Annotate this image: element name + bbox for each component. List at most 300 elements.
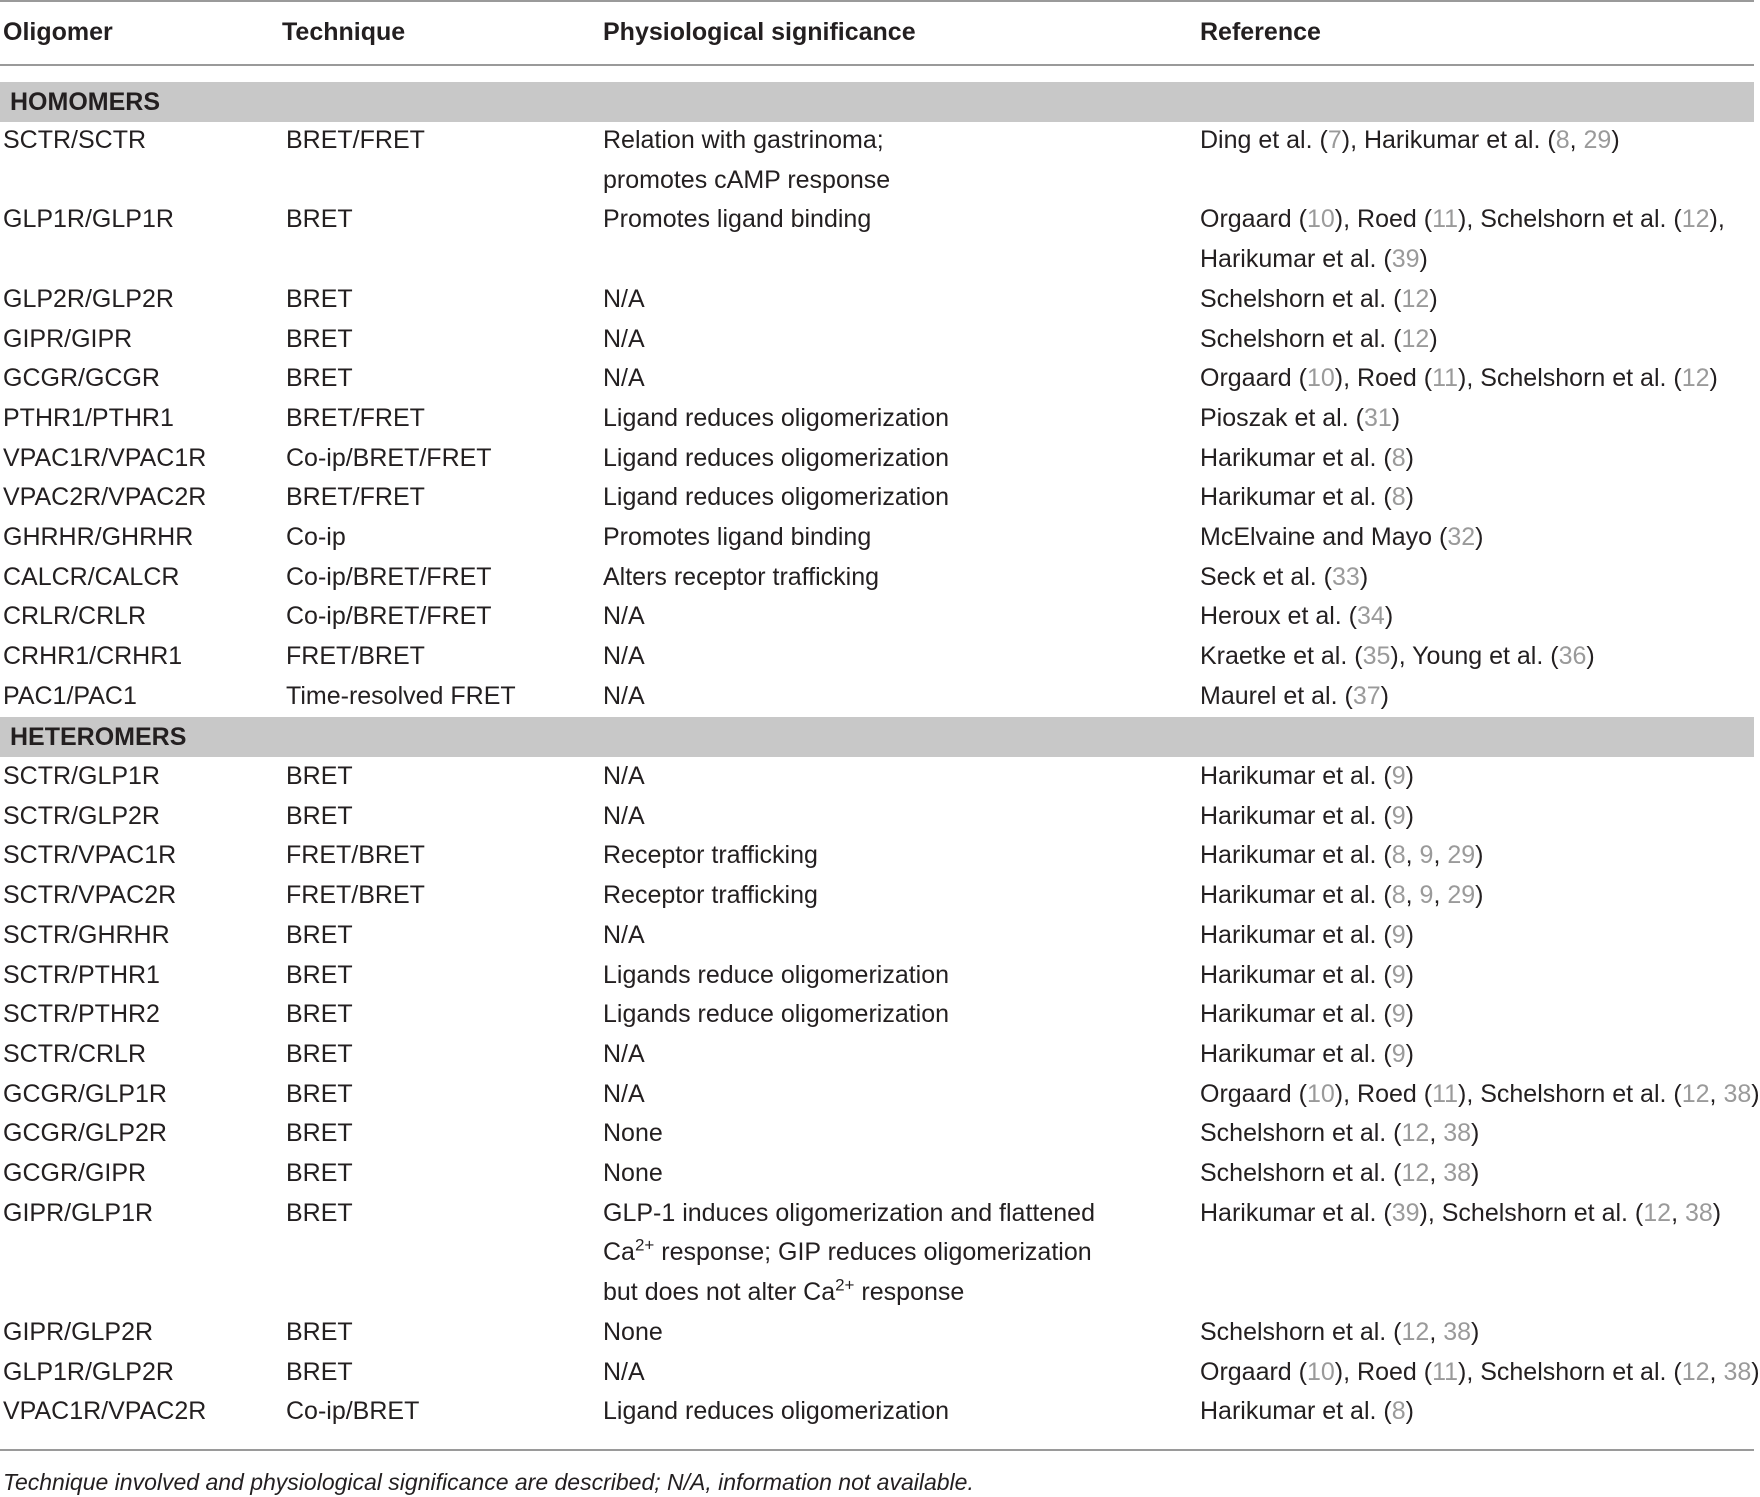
citation-number: 39 [1391,245,1420,274]
reference-line [1200,836,1483,876]
reference-cell [1200,836,1483,876]
significance-line: Ligands reduce oligomerization [603,1000,950,1029]
reference-cell [1200,757,1414,797]
significance-cell [603,478,949,518]
technique-cell: BRET [286,1357,353,1386]
oligomer-cell: GLP1R/GLP1R [3,205,174,234]
reference-text: ) [1405,762,1414,790]
reference-cell [1200,439,1414,479]
reference-text: , [1433,841,1448,870]
significance-cell [603,797,645,837]
header-reference: Reference [1200,18,1321,46]
technique-cell: Co-ip/BRET/FRET [286,602,492,631]
significance-cell [603,1114,663,1154]
citation-number: 8 [1391,881,1406,910]
oligomer-cell: SCTR/VPAC2R [3,881,177,910]
reference-line [1200,280,1438,320]
citation-number: 38 [1443,1159,1472,1187]
significance-line: N/A [603,681,645,710]
reference-cell [1200,200,1725,279]
citation-number: 12 [1401,324,1430,353]
significance-cell [603,439,949,479]
significance-cell [603,597,645,637]
reference-text: ) [1405,1397,1414,1426]
oligomer-cell: CALCR/CALCR [3,562,180,591]
reference-text: ) [1380,681,1389,710]
significance-line: Ligand reduces oligomerization [603,443,950,472]
citation-number: 11 [1432,1357,1459,1386]
citation-number: 8 [1555,126,1570,154]
significance-cell [603,280,645,320]
technique-cell: BRET [286,1079,353,1108]
citation-number: 38 [1684,1198,1713,1227]
oligomer-cell: SCTR/GLP1R [3,762,160,790]
significance-line: None [603,1317,663,1346]
significance-cell [603,1392,949,1432]
reference-line [1200,1353,1760,1393]
reference-text: ) [1419,245,1428,274]
technique-cell: Co-ip [286,523,346,551]
reference-line [1200,1075,1760,1115]
reference-line [1200,1114,1479,1154]
reference-text: ), Roed ( [1334,364,1433,393]
reference-text: Schelshorn et al. ( [1200,284,1402,313]
oligomer-cell: GHRHR/GHRHR [3,523,194,551]
citation-number: 12 [1643,1198,1672,1227]
text-span: response; GIP reduces oligomerization [654,1238,1092,1267]
reference-text: , [1671,1198,1685,1227]
superscript: 2+ [835,1275,855,1295]
citation-number: 29 [1583,126,1612,154]
citation-number: 10 [1306,364,1335,393]
significance-cell [603,956,949,996]
reference-line [1200,916,1414,956]
significance-cell [603,399,949,439]
reference-cell [1200,558,1368,598]
technique-cell: BRET [286,364,353,393]
technique-cell: BRET [286,1317,353,1346]
reference-text: ) [1475,881,1484,910]
oligomer-cell: PTHR1/PTHR1 [3,403,174,432]
citation-number: 8 [1391,841,1406,870]
reference-cell [1200,518,1483,558]
reference-text: ) [1751,1357,1760,1386]
significance-line: N/A [603,1357,645,1386]
reference-line [1200,359,1718,399]
reference-line [1200,677,1389,717]
citation-number: 33 [1332,562,1360,591]
significance-line: promotes cAMP response [603,165,891,194]
significance-line: N/A [603,364,645,393]
reference-text: Harikumar et al. ( [1200,1000,1392,1029]
citation-number: 9 [1391,762,1406,790]
citation-number: 32 [1447,523,1476,551]
reference-text: Harikumar et al. ( [1200,920,1392,949]
reference-text: Harikumar et al. ( [1200,960,1392,989]
significance-line: N/A [603,801,645,830]
citation-number: 12 [1681,364,1710,393]
reference-cell [1200,956,1414,996]
reference-text: Ding et al. ( [1200,126,1328,154]
reference-cell [1200,1075,1760,1115]
technique-cell: BRET [286,801,353,830]
oligomer-cell: VPAC2R/VPAC2R [3,483,207,512]
citation-number: 38 [1723,1079,1752,1108]
reference-cell [1200,1035,1414,1075]
reference-text: , [1709,1079,1724,1108]
technique-cell: BRET [286,284,353,313]
citation-number: 11 [1432,364,1459,393]
reference-text: ), Roed ( [1334,1079,1433,1108]
reference-text: Orgaard ( [1200,1357,1307,1386]
reference-text: Schelshorn et al. ( [1200,1119,1402,1148]
reference-text: , [1433,881,1448,910]
citation-number: 10 [1306,1079,1335,1108]
reference-cell [1200,359,1718,399]
citation-number: 12 [1401,1317,1430,1346]
reference-text: ) [1475,841,1484,870]
reference-line [1200,1035,1414,1075]
citation-number: 8 [1391,443,1406,472]
reference-text: ), Schelshorn et al. ( [1458,364,1682,393]
reference-cell [1200,597,1393,637]
reference-text: Harikumar et al. ( [1200,841,1392,870]
significance-line [603,1233,1095,1273]
technique-cell: BRET/FRET [286,483,425,512]
technique-cell: Time-resolved FRET [286,681,516,710]
oligomer-cell: GLP2R/GLP2R [3,284,174,313]
reference-line [1200,121,1620,161]
reference-cell [1200,1392,1414,1432]
oligomer-cell: GLP1R/GLP2R [3,1357,174,1386]
citation-number: 12 [1401,1119,1430,1148]
significance-cell [603,757,645,797]
citation-number: 9 [1419,881,1434,910]
reference-cell [1200,797,1414,837]
reference-text: Maurel et al. ( [1200,681,1353,710]
reference-text: ) [1405,920,1414,949]
reference-text: ) [1405,960,1414,989]
technique-cell: BRET [286,1119,353,1148]
citation-number: 12 [1401,1159,1430,1187]
text-span: GLP-1 induces oligomerization and flattened [603,1198,1095,1227]
header-rule [0,64,1754,66]
significance-line: Promotes ligand binding [603,205,872,234]
reference-line [1200,1392,1414,1432]
significance-line: Promotes ligand binding [603,523,872,551]
significance-cell [603,995,949,1035]
oligomer-cell: SCTR/PTHR2 [3,1000,160,1029]
reference-text: , [1405,841,1420,870]
citation-number: 8 [1391,483,1406,512]
significance-line: None [603,1119,663,1148]
citation-number: 9 [1391,960,1406,989]
citation-number: 12 [1681,1079,1710,1108]
reference-line [1200,757,1414,797]
significance-line: N/A [603,762,645,790]
oligomer-cell: GIPR/GLP1R [3,1198,154,1227]
significance-line: N/A [603,1039,645,1068]
reference-text: Schelshorn et al. ( [1200,1159,1402,1187]
technique-cell: FRET/BRET [286,841,425,870]
citation-number: 12 [1401,284,1430,313]
technique-cell: Co-ip/BRET/FRET [286,562,492,591]
reference-line [1200,320,1438,360]
reference-text: ) [1405,483,1414,512]
reference-text: ) [1405,443,1414,472]
table-footnote: Technique involved and physiological significance are described; N/A, information not available. [3,1469,974,1495]
reference-text: ), Schelshorn et al. ( [1458,205,1682,234]
reference-text: ) [1391,403,1401,432]
section-band [0,82,1754,122]
citation-number: 29 [1447,881,1476,910]
reference-cell [1200,995,1414,1035]
reference-text: Harikumar et al. ( [1200,1039,1392,1068]
significance-cell [603,916,645,956]
oligomer-cell: GCGR/GCGR [3,364,160,393]
reference-line [1200,399,1400,439]
citation-number: 38 [1443,1119,1472,1148]
technique-cell: BRET [286,762,353,790]
reference-cell [1200,677,1389,717]
reference-cell [1200,1313,1479,1353]
significance-line: Alters receptor trafficking [603,562,880,591]
significance-cell [603,518,871,558]
technique-cell: BRET [286,1000,353,1029]
oligomer-cell: SCTR/CRLR [3,1039,147,1068]
reference-text: , [1709,1357,1724,1386]
significance-cell [603,677,645,717]
significance-cell [603,558,879,598]
significance-cell [603,836,818,876]
reference-text: Seck et al. ( [1200,562,1332,591]
citation-number: 36 [1558,642,1587,671]
technique-cell: BRET [286,1198,353,1227]
top-rule [0,0,1754,2]
reference-text: ) [1471,1317,1480,1346]
citation-number: 38 [1443,1317,1472,1346]
citation-number: 9 [1391,1000,1406,1029]
reference-text: ) [1471,1119,1480,1148]
reference-text: Harikumar et al. ( [1200,245,1392,274]
reference-text: ) [1611,126,1620,154]
reference-cell [1200,320,1438,360]
reference-cell [1200,1194,1721,1234]
significance-line: N/A [603,284,645,313]
reference-text: ) [1405,801,1414,830]
significance-line: N/A [603,920,645,949]
header-oligomer: Oligomer [3,18,113,46]
text-span: Ca [603,1238,635,1267]
reference-cell [1200,916,1414,956]
significance-cell [603,1313,663,1353]
technique-cell: BRET [286,205,353,234]
header-significance: Physiological significance [603,18,916,46]
reference-line [1200,1313,1479,1353]
reference-text: Pioszak et al. ( [1200,403,1364,432]
technique-cell: Co-ip/BRET/FRET [286,443,492,472]
reference-text: Harikumar et al. ( [1200,881,1392,910]
technique-cell: FRET/BRET [286,881,425,910]
citation-number: 12 [1681,1357,1710,1386]
oligomer-cell: GIPR/GLP2R [3,1317,154,1346]
reference-line [1200,200,1725,240]
significance-line: Receptor trafficking [603,881,818,910]
reference-line [1200,1194,1721,1234]
reference-text: ), Harikumar et al. ( [1341,126,1556,154]
superscript: 2+ [634,1236,655,1256]
reference-cell [1200,121,1620,161]
reference-text: ) [1405,1000,1414,1029]
reference-text: Harikumar et al. ( [1200,443,1392,472]
reference-text: ), Schelshorn et al. ( [1458,1079,1682,1108]
significance-line: N/A [603,324,645,353]
oligomer-cell: SCTR/PTHR1 [3,960,160,989]
reference-text: ), Roed ( [1334,1357,1433,1386]
citation-number: 9 [1391,1039,1406,1068]
oligomer-cell: SCTR/VPAC1R [3,841,177,870]
reference-cell [1200,478,1414,518]
significance-line: Relation with gastrinoma; [603,126,884,154]
significance-line: Receptor trafficking [603,841,818,870]
citation-number: 12 [1681,205,1710,234]
technique-cell: BRET [286,1039,353,1068]
oligomer-cell: GCGR/GLP2R [3,1119,167,1148]
reference-text: ) [1405,1039,1414,1068]
reference-line [1200,478,1414,518]
technique-cell: BRET [286,324,353,353]
oligomer-cell: CRLR/CRLR [3,602,147,631]
reference-text: ) [1709,364,1718,393]
reference-line [1200,876,1483,916]
technique-cell: FRET/BRET [286,642,425,671]
reference-text: , [1405,881,1420,910]
citation-number: 35 [1362,642,1391,671]
reference-text: Kraetke et al. ( [1200,642,1363,671]
reference-line [1200,797,1414,837]
reference-cell [1200,1154,1479,1194]
reference-text: ), Schelshorn et al. ( [1419,1198,1644,1227]
significance-cell [603,1075,645,1115]
reference-text: Heroux et al. ( [1200,602,1358,631]
oligomer-cell: GCGR/GIPR [3,1159,147,1187]
oligomer-cell: SCTR/GLP2R [3,801,160,830]
citation-number: 9 [1391,920,1406,949]
significance-cell [603,637,645,677]
reference-text: , [1569,126,1584,154]
reference-text: Schelshorn et al. ( [1200,1317,1402,1346]
reference-text: , [1429,1317,1444,1346]
reference-text: Harikumar et al. ( [1200,762,1392,790]
reference-cell [1200,876,1483,916]
significance-line [603,1194,1095,1234]
citation-number: 10 [1306,205,1335,234]
reference-text: ) [1429,324,1438,353]
significance-cell [603,359,645,399]
reference-text: ) [1751,1079,1760,1108]
reference-text: McElvaine and Mayo ( [1200,523,1448,551]
reference-text: Orgaard ( [1200,205,1307,234]
reference-line [1200,439,1414,479]
significance-line: Ligand reduces oligomerization [603,483,950,512]
citation-number: 11 [1432,205,1459,234]
significance-cell [603,200,871,240]
reference-line [1200,995,1414,1035]
citation-number: 7 [1327,126,1342,154]
citation-number: 8 [1391,1397,1406,1426]
technique-cell: BRET [286,920,353,949]
oligomer-cell: SCTR/SCTR [3,126,147,154]
reference-cell [1200,637,1595,677]
citation-number: 10 [1306,1357,1335,1386]
reference-cell [1200,399,1400,439]
reference-text: ) [1712,1198,1722,1227]
citation-number: 39 [1391,1198,1420,1227]
citation-number: 31 [1363,403,1392,432]
significance-cell [603,1154,663,1194]
significance-line: Ligand reduces oligomerization [603,403,950,432]
technique-cell: Co-ip/BRET [286,1397,420,1426]
citation-number: 9 [1391,801,1406,830]
oligomer-cell: PAC1/PAC1 [3,681,137,710]
reference-line [1200,956,1414,996]
reference-line [1200,518,1483,558]
citation-number: 34 [1357,602,1385,631]
reference-text: ) [1359,562,1369,591]
reference-text: Orgaard ( [1200,1079,1307,1108]
reference-text: ), [1709,205,1725,234]
significance-line: None [603,1159,663,1187]
reference-cell [1200,280,1438,320]
citation-number: 38 [1723,1357,1752,1386]
text-span: but does not alter Ca [603,1278,836,1307]
significance-cell [603,320,645,360]
significance-line: Ligand reduces oligomerization [603,1397,950,1426]
significance-cell [603,1353,645,1393]
text-span: response [854,1278,965,1307]
reference-text: ), Young et al. ( [1390,642,1559,671]
reference-text: Orgaard ( [1200,364,1307,393]
reference-line [1200,597,1393,637]
citation-number: 9 [1419,841,1434,870]
significance-cell [603,121,890,200]
oligomer-cell: GCGR/GLP1R [3,1079,167,1108]
reference-text: Harikumar et al. ( [1200,483,1392,512]
reference-line [1200,558,1368,598]
reference-text: ), Roed ( [1334,205,1433,234]
reference-line [1200,1154,1479,1194]
citation-number: 37 [1352,681,1381,710]
oligomer-cell: VPAC1R/VPAC2R [3,1397,207,1426]
reference-cell [1200,1353,1760,1393]
citation-number: 11 [1432,1079,1459,1108]
reference-text: ) [1475,523,1484,551]
reference-text: Harikumar et al. ( [1200,801,1392,830]
reference-text: ) [1429,284,1438,313]
header-technique: Technique [282,18,406,46]
reference-text: ) [1586,642,1595,671]
reference-text: ), Schelshorn et al. ( [1458,1357,1682,1386]
oligomer-cell: SCTR/GHRHR [3,920,170,949]
reference-text: Harikumar et al. ( [1200,1198,1392,1227]
technique-cell: BRET [286,1159,353,1187]
reference-text: Schelshorn et al. ( [1200,324,1402,353]
oligomer-cell: CRHR1/CRHR1 [3,642,183,671]
reference-text: , [1429,1119,1444,1148]
significance-line: N/A [603,642,645,671]
reference-text: , [1429,1159,1444,1187]
significance-cell [603,1035,645,1075]
